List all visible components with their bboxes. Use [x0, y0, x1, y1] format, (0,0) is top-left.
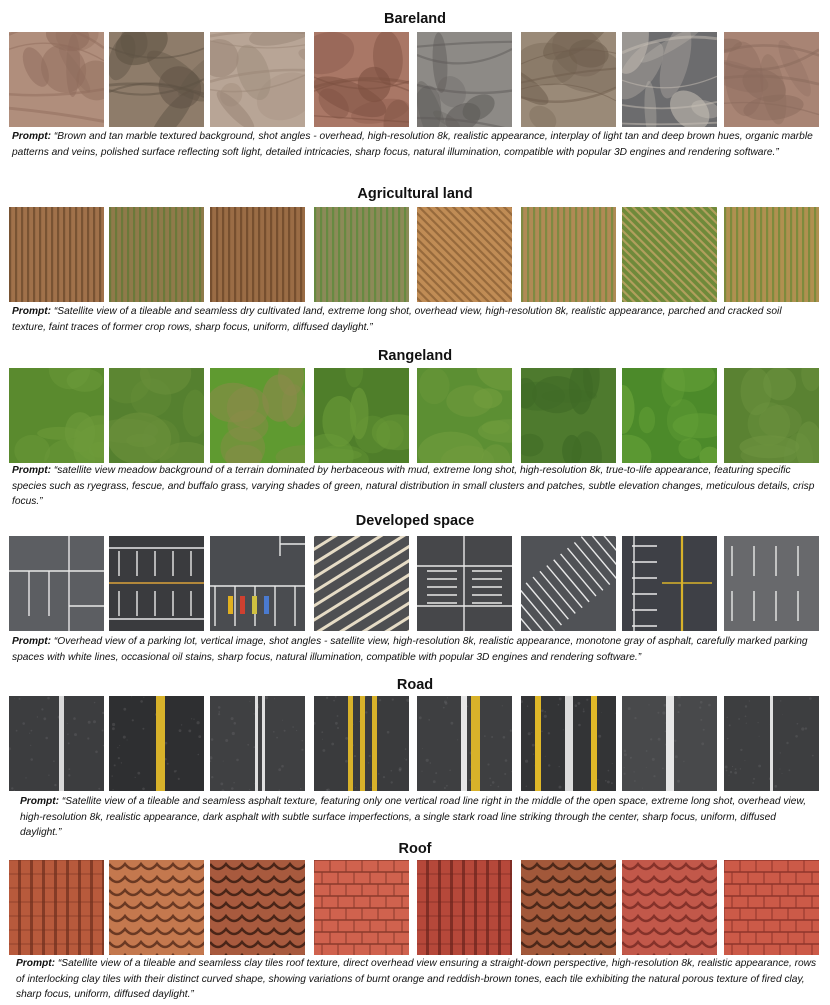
texture-image-roof-5: [417, 860, 512, 955]
texture-image-bareland-7: [622, 32, 717, 127]
texture-graphic: [314, 536, 409, 631]
prompt-text: [12, 304, 818, 335]
texture-graphic: [314, 32, 409, 127]
texture-graphic: [9, 696, 104, 791]
texture-graphic: [109, 207, 204, 302]
texture-image-road-7: [622, 696, 717, 791]
texture-image-agricultural-1: [9, 207, 104, 302]
texture-graphic: [9, 536, 104, 631]
texture-graphic: [724, 368, 819, 463]
texture-graphic: [109, 368, 204, 463]
texture-graphic: [210, 368, 305, 463]
section-title: Rangeland: [377, 348, 453, 364]
texture-graphic: [210, 32, 305, 127]
texture-graphic: [622, 536, 717, 631]
texture-image-bareland-4: [314, 32, 409, 127]
texture-image-roof-7: [622, 860, 717, 955]
texture-graphic: [724, 207, 819, 302]
texture-graphic: [622, 696, 717, 791]
texture-image-agricultural-5: [417, 207, 512, 302]
texture-graphic: [724, 32, 819, 127]
section-title: Road: [396, 677, 434, 693]
texture-graphic: [417, 368, 512, 463]
prompt-text: [16, 956, 822, 1003]
texture-image-rangeland-5: [417, 368, 512, 463]
texture-image-agricultural-3: [210, 207, 305, 302]
texture-graphic: [109, 32, 204, 127]
texture-image-developed-3: [210, 536, 305, 631]
texture-image-roof-1: [9, 860, 104, 955]
texture-graphic: [622, 32, 717, 127]
texture-image-rangeland-7: [622, 368, 717, 463]
tile-row: [9, 32, 824, 128]
texture-image-agricultural-6: [521, 207, 616, 302]
prompt-label: Prompt:: [12, 131, 52, 142]
texture-image-rangeland-8: [724, 368, 819, 463]
texture-graphic: [9, 368, 104, 463]
prompt-body: “Satellite view of a tileable and seamless dry cultivated land, extreme long shot, overhead view, high-resolution 8k, realistic appearance, parched and cracked soil texture, faint traces of former crop rows, sharp focus, uniform, diffused daylight.”: [12, 306, 782, 333]
texture-graphic: [724, 860, 819, 955]
texture-image-roof-6: [521, 860, 616, 955]
texture-graphic: [109, 536, 204, 631]
tile-row: [9, 696, 824, 792]
texture-image-road-5: [417, 696, 512, 791]
tile-row: [9, 207, 824, 303]
texture-graphic: [9, 860, 104, 955]
texture-image-road-6: [521, 696, 616, 791]
texture-image-developed-1: [9, 536, 104, 631]
texture-graphic: [724, 696, 819, 791]
texture-graphic: [314, 860, 409, 955]
texture-graphic: [622, 860, 717, 955]
texture-graphic: [109, 860, 204, 955]
texture-image-agricultural-4: [314, 207, 409, 302]
prompt-text: [12, 634, 818, 665]
texture-graphic: [417, 860, 512, 955]
texture-graphic: [9, 207, 104, 302]
texture-graphic: [9, 32, 104, 127]
texture-graphic: [210, 696, 305, 791]
texture-image-rangeland-4: [314, 368, 409, 463]
texture-graphic: [521, 368, 616, 463]
prompt-body: “Satellite view of a tileable and seamless asphalt texture, featuring only one vertical road line right in the middle of the open space, extreme long shot, overhead view, high-resolution 8k, realistic appearance, dark asphalt with subtle surface imperfections, a single stark road line striking through the center, sharp focus, uniform, diffused daylight.”: [20, 796, 807, 838]
texture-image-developed-5: [417, 536, 512, 631]
texture-image-developed-8: [724, 536, 819, 631]
texture-image-rangeland-6: [521, 368, 616, 463]
texture-graphic: [521, 696, 616, 791]
tile-row: [9, 860, 824, 956]
texture-image-agricultural-8: [724, 207, 819, 302]
prompt-label: Prompt:: [12, 636, 52, 647]
prompt-body: “Satellite view of a tileable and seamless clay tiles roof texture, direct overhead view ensuring a straight-down perspective, high-resolution 8k, realistic appearance, rows of interlocking clay tiles with their distinct curved shape, showing variations of burnt orange and reddish-brown tones, each tile exhibiting the natural porous texture of fired clay, sharp focus, uniform, diffused daylight.”: [16, 958, 817, 1000]
texture-image-roof-2: [109, 860, 204, 955]
texture-image-developed-7: [622, 536, 717, 631]
prompt-body: “satellite view meadow background of a terrain dominated by herbaceous with mud, extreme long shot, high-resolution 8k, true-to-life appearance, featuring specific species such as ryegrass, fescue, and buffalo grass, varying shades of green, natural distribution in small clusters and patches, subtle elevation changes, meticulous details, crisp focus.”: [12, 465, 815, 507]
texture-image-bareland-3: [210, 32, 305, 127]
texture-image-agricultural-2: [109, 207, 204, 302]
texture-image-developed-6: [521, 536, 616, 631]
texture-graphic: [417, 207, 512, 302]
texture-image-roof-3: [210, 860, 305, 955]
prompt-text: [12, 463, 818, 510]
texture-image-roof-4: [314, 860, 409, 955]
texture-graphic: [622, 207, 717, 302]
section-title: Bareland: [383, 11, 447, 27]
texture-graphic: [210, 860, 305, 955]
texture-image-bareland-8: [724, 32, 819, 127]
texture-image-road-2: [109, 696, 204, 791]
prompt-body: “Brown and tan marble textured background, shot angles - overhead, high-resolution 8k, realistic appearance, interplay of light tan and deep brown hues, organic marble patterns and veins, polished surface reflecting soft light, detailed intricacies, sharp focus, natural illumination, compatible with popular 3D engines and rendering software.”: [12, 131, 813, 158]
texture-graphic: [314, 207, 409, 302]
texture-image-bareland-6: [521, 32, 616, 127]
prompt-body: “Overhead view of a parking lot, vertical image, shot angles - satellite view, high-resolution 8k, realistic appearance, monotone gray of asphalt, carefully marked parking spaces with white lines, occasional oil stains, sharp focus, natural illumination, compatible with popular 3D engines and rendering software.”: [12, 636, 808, 663]
texture-image-roof-8: [724, 860, 819, 955]
texture-image-bareland-2: [109, 32, 204, 127]
prompt-text: [12, 129, 818, 160]
prompt-label: Prompt:: [20, 796, 60, 807]
texture-image-road-1: [9, 696, 104, 791]
texture-image-developed-4: [314, 536, 409, 631]
texture-graphic: [210, 207, 305, 302]
texture-graphic: [417, 536, 512, 631]
texture-image-rangeland-1: [9, 368, 104, 463]
texture-graphic: [521, 207, 616, 302]
prompt-label: Prompt:: [16, 958, 56, 969]
texture-image-bareland-1: [9, 32, 104, 127]
tile-row: [9, 368, 824, 464]
texture-graphic: [622, 368, 717, 463]
texture-image-rangeland-3: [210, 368, 305, 463]
texture-image-road-8: [724, 696, 819, 791]
section-title: Roof: [398, 841, 432, 857]
texture-graphic: [417, 696, 512, 791]
texture-graphic: [210, 536, 305, 631]
texture-image-developed-2: [109, 536, 204, 631]
texture-graphic: [314, 368, 409, 463]
section-title: Agricultural land: [357, 186, 473, 202]
texture-graphic: [521, 860, 616, 955]
texture-image-bareland-5: [417, 32, 512, 127]
texture-graphic: [314, 696, 409, 791]
texture-graphic: [724, 536, 819, 631]
prompt-label: Prompt:: [12, 465, 52, 476]
texture-graphic: [417, 32, 512, 127]
texture-image-road-4: [314, 696, 409, 791]
section-title: Developed space: [355, 513, 475, 529]
texture-graphic: [521, 32, 616, 127]
texture-image-rangeland-2: [109, 368, 204, 463]
texture-graphic: [521, 536, 616, 631]
prompt-label: Prompt:: [12, 306, 52, 317]
prompt-text: [20, 794, 820, 841]
texture-image-road-3: [210, 696, 305, 791]
texture-graphic: [109, 696, 204, 791]
texture-image-agricultural-7: [622, 207, 717, 302]
tile-row: [9, 536, 824, 632]
